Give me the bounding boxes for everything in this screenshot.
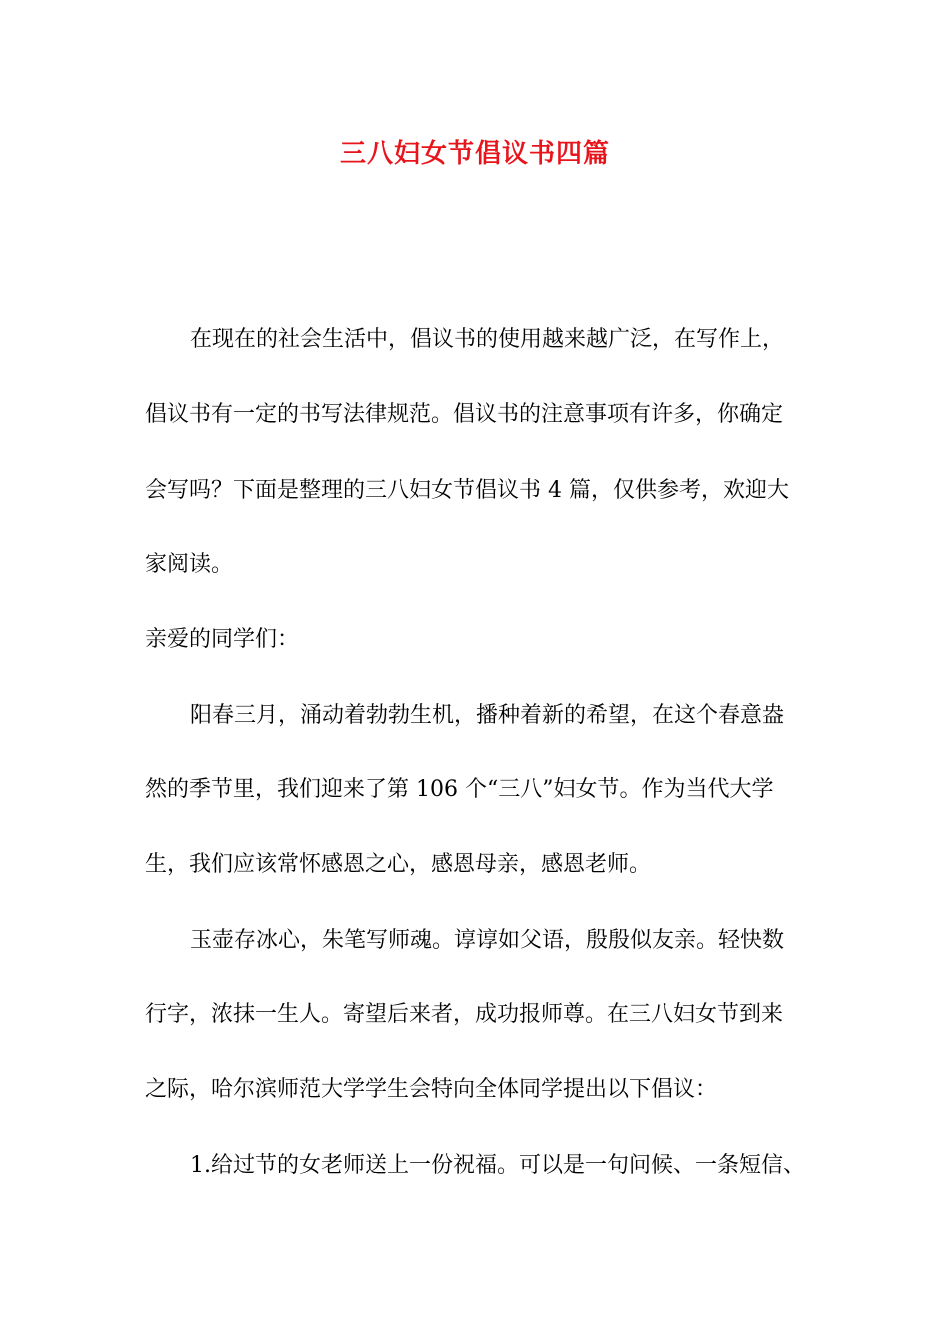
- paragraph-line: 会写吗？下面是整理的三八妇女节倡议书 4 篇，仅供参考，欢迎大: [145, 478, 789, 503]
- paragraph-line: 玉壶存冰心，朱笔写师魂。谆谆如父语，殷殷似友亲。轻快数: [190, 928, 785, 953]
- paragraph-line: 在现在的社会生活中，倡议书的使用越来越广泛，在写作上，: [190, 327, 785, 352]
- list-item: 1.给过节的女老师送上一份祝福。可以是一句问候、一条短信、: [190, 1153, 805, 1178]
- paragraph-line: 倡议书有一定的书写法律规范。倡议书的注意事项有许多，你确定: [145, 402, 784, 427]
- paragraph-line: 然的季节里，我们迎来了第 106 个“三八”妇女节。作为当代大学: [145, 777, 774, 802]
- paragraph-line: 家阅读。: [145, 552, 234, 577]
- paragraph-line: 之际，哈尔滨师范大学学生会特向全体同学提出以下倡议：: [145, 1077, 718, 1102]
- salutation: 亲爱的同学们：: [145, 627, 300, 652]
- paragraph-line: 阳春三月，涌动着勃勃生机，播种着新的希望，在这个春意盎: [190, 703, 785, 728]
- paragraph-line: 行字，浓抹一生人。寄望后来者，成功报师尊。在三八妇女节到来: [145, 1002, 784, 1027]
- paragraph-line: 生，我们应该常怀感恩之心，感恩母亲，感恩老师。: [145, 852, 652, 877]
- document-title: 三八妇女节倡议书四篇: [339, 139, 610, 169]
